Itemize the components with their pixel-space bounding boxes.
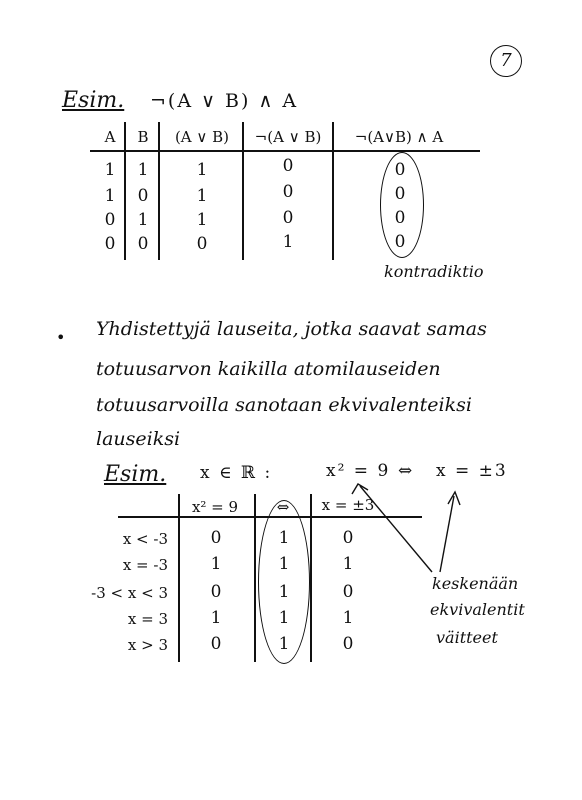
- t1-cell: 1: [104, 160, 116, 180]
- t1-header-not-a-or-b: ¬(A ∨ B): [254, 128, 322, 146]
- t1-cell: 1: [137, 160, 149, 180]
- example2-domain: x ∈ ℝ :: [200, 463, 273, 483]
- t2-header-x-pm3: x = ±3: [321, 496, 375, 514]
- t1-cell: 0: [196, 234, 208, 254]
- t1-cell: 0: [282, 156, 294, 176]
- t1-cell: 0: [394, 184, 406, 204]
- t2-row-label: x = 3: [127, 610, 168, 628]
- t1-cell: 0: [282, 208, 294, 228]
- example2-label: Esim.: [104, 462, 167, 487]
- t1-cell: 1: [137, 210, 149, 230]
- t2-row-label: x > 3: [127, 636, 168, 654]
- t1-cell: 1: [196, 186, 208, 206]
- t1-cell: 0: [282, 182, 294, 202]
- t1-cell: 1: [104, 186, 116, 206]
- t2-cell: 0: [342, 528, 354, 548]
- t2-cell: 0: [210, 582, 222, 602]
- example1-label: Esim.: [62, 88, 125, 113]
- example2-note-line: keskenään: [432, 574, 519, 593]
- t2-cell: 0: [342, 582, 354, 602]
- t1-cell: 1: [196, 210, 208, 230]
- t2-row-label: -3 < x < 3: [91, 584, 168, 602]
- t2-cell: 1: [210, 608, 222, 628]
- example2-statement-a: x² = 9: [326, 461, 391, 481]
- paragraph-line: totuusarvoilla sanotaan ekvivalenteiksi: [96, 394, 472, 416]
- paragraph-line: Yhdistettyjä lauseita, jotka saavat samas: [96, 318, 487, 340]
- t1-cell: 0: [104, 210, 116, 230]
- t2-cell: 1: [278, 634, 290, 654]
- t1-header-result: ¬(A∨B) ∧ A: [354, 128, 444, 146]
- t2-cell: 0: [210, 528, 222, 548]
- paragraph-line: lauseiksi: [96, 428, 181, 450]
- example1-note: kontradiktio: [384, 262, 484, 281]
- example1-formula: ¬(A ∨ B) ∧ A: [150, 90, 299, 112]
- example2-note-line: väitteet: [436, 628, 498, 647]
- paragraph-line: totuusarvon kaikilla atomilauseiden: [96, 358, 441, 380]
- t2-header-x2: x² = 9: [191, 498, 239, 516]
- t2-cell: 1: [278, 554, 290, 574]
- example2-statement-b: x = ±3: [436, 461, 508, 481]
- t1-header-b: B: [137, 128, 149, 146]
- t1-cell: 1: [196, 160, 208, 180]
- page-number: 7: [490, 45, 522, 77]
- t2-cell: 0: [342, 634, 354, 654]
- t1-cell: 1: [282, 232, 294, 252]
- t1-cell: 0: [394, 232, 406, 252]
- t2-row-label: x < -3: [122, 530, 168, 548]
- t2-header-equiv: ⇔: [276, 498, 290, 516]
- t2-cell: 1: [278, 582, 290, 602]
- t2-row-label: x = -3: [122, 556, 168, 574]
- t1-header-a: A: [104, 128, 116, 146]
- t1-cell: 0: [104, 234, 116, 254]
- t1-cell: 0: [137, 234, 149, 254]
- t2-cell: 0: [210, 634, 222, 654]
- t1-header-a-or-b: (A ∨ B): [174, 128, 230, 146]
- t2-cell: 1: [342, 608, 354, 628]
- t2-cell: 1: [278, 528, 290, 548]
- t2-cell: 1: [278, 608, 290, 628]
- t2-cell: 1: [210, 554, 222, 574]
- example2-equiv-symbol: ⇔: [398, 461, 415, 481]
- example2-note-line: ekvivalentit: [430, 600, 525, 619]
- t1-cell: 0: [394, 208, 406, 228]
- t1-cell: 0: [394, 160, 406, 180]
- t2-cell: 1: [342, 554, 354, 574]
- t1-cell: 0: [137, 186, 149, 206]
- paragraph-bullet: •: [56, 328, 66, 347]
